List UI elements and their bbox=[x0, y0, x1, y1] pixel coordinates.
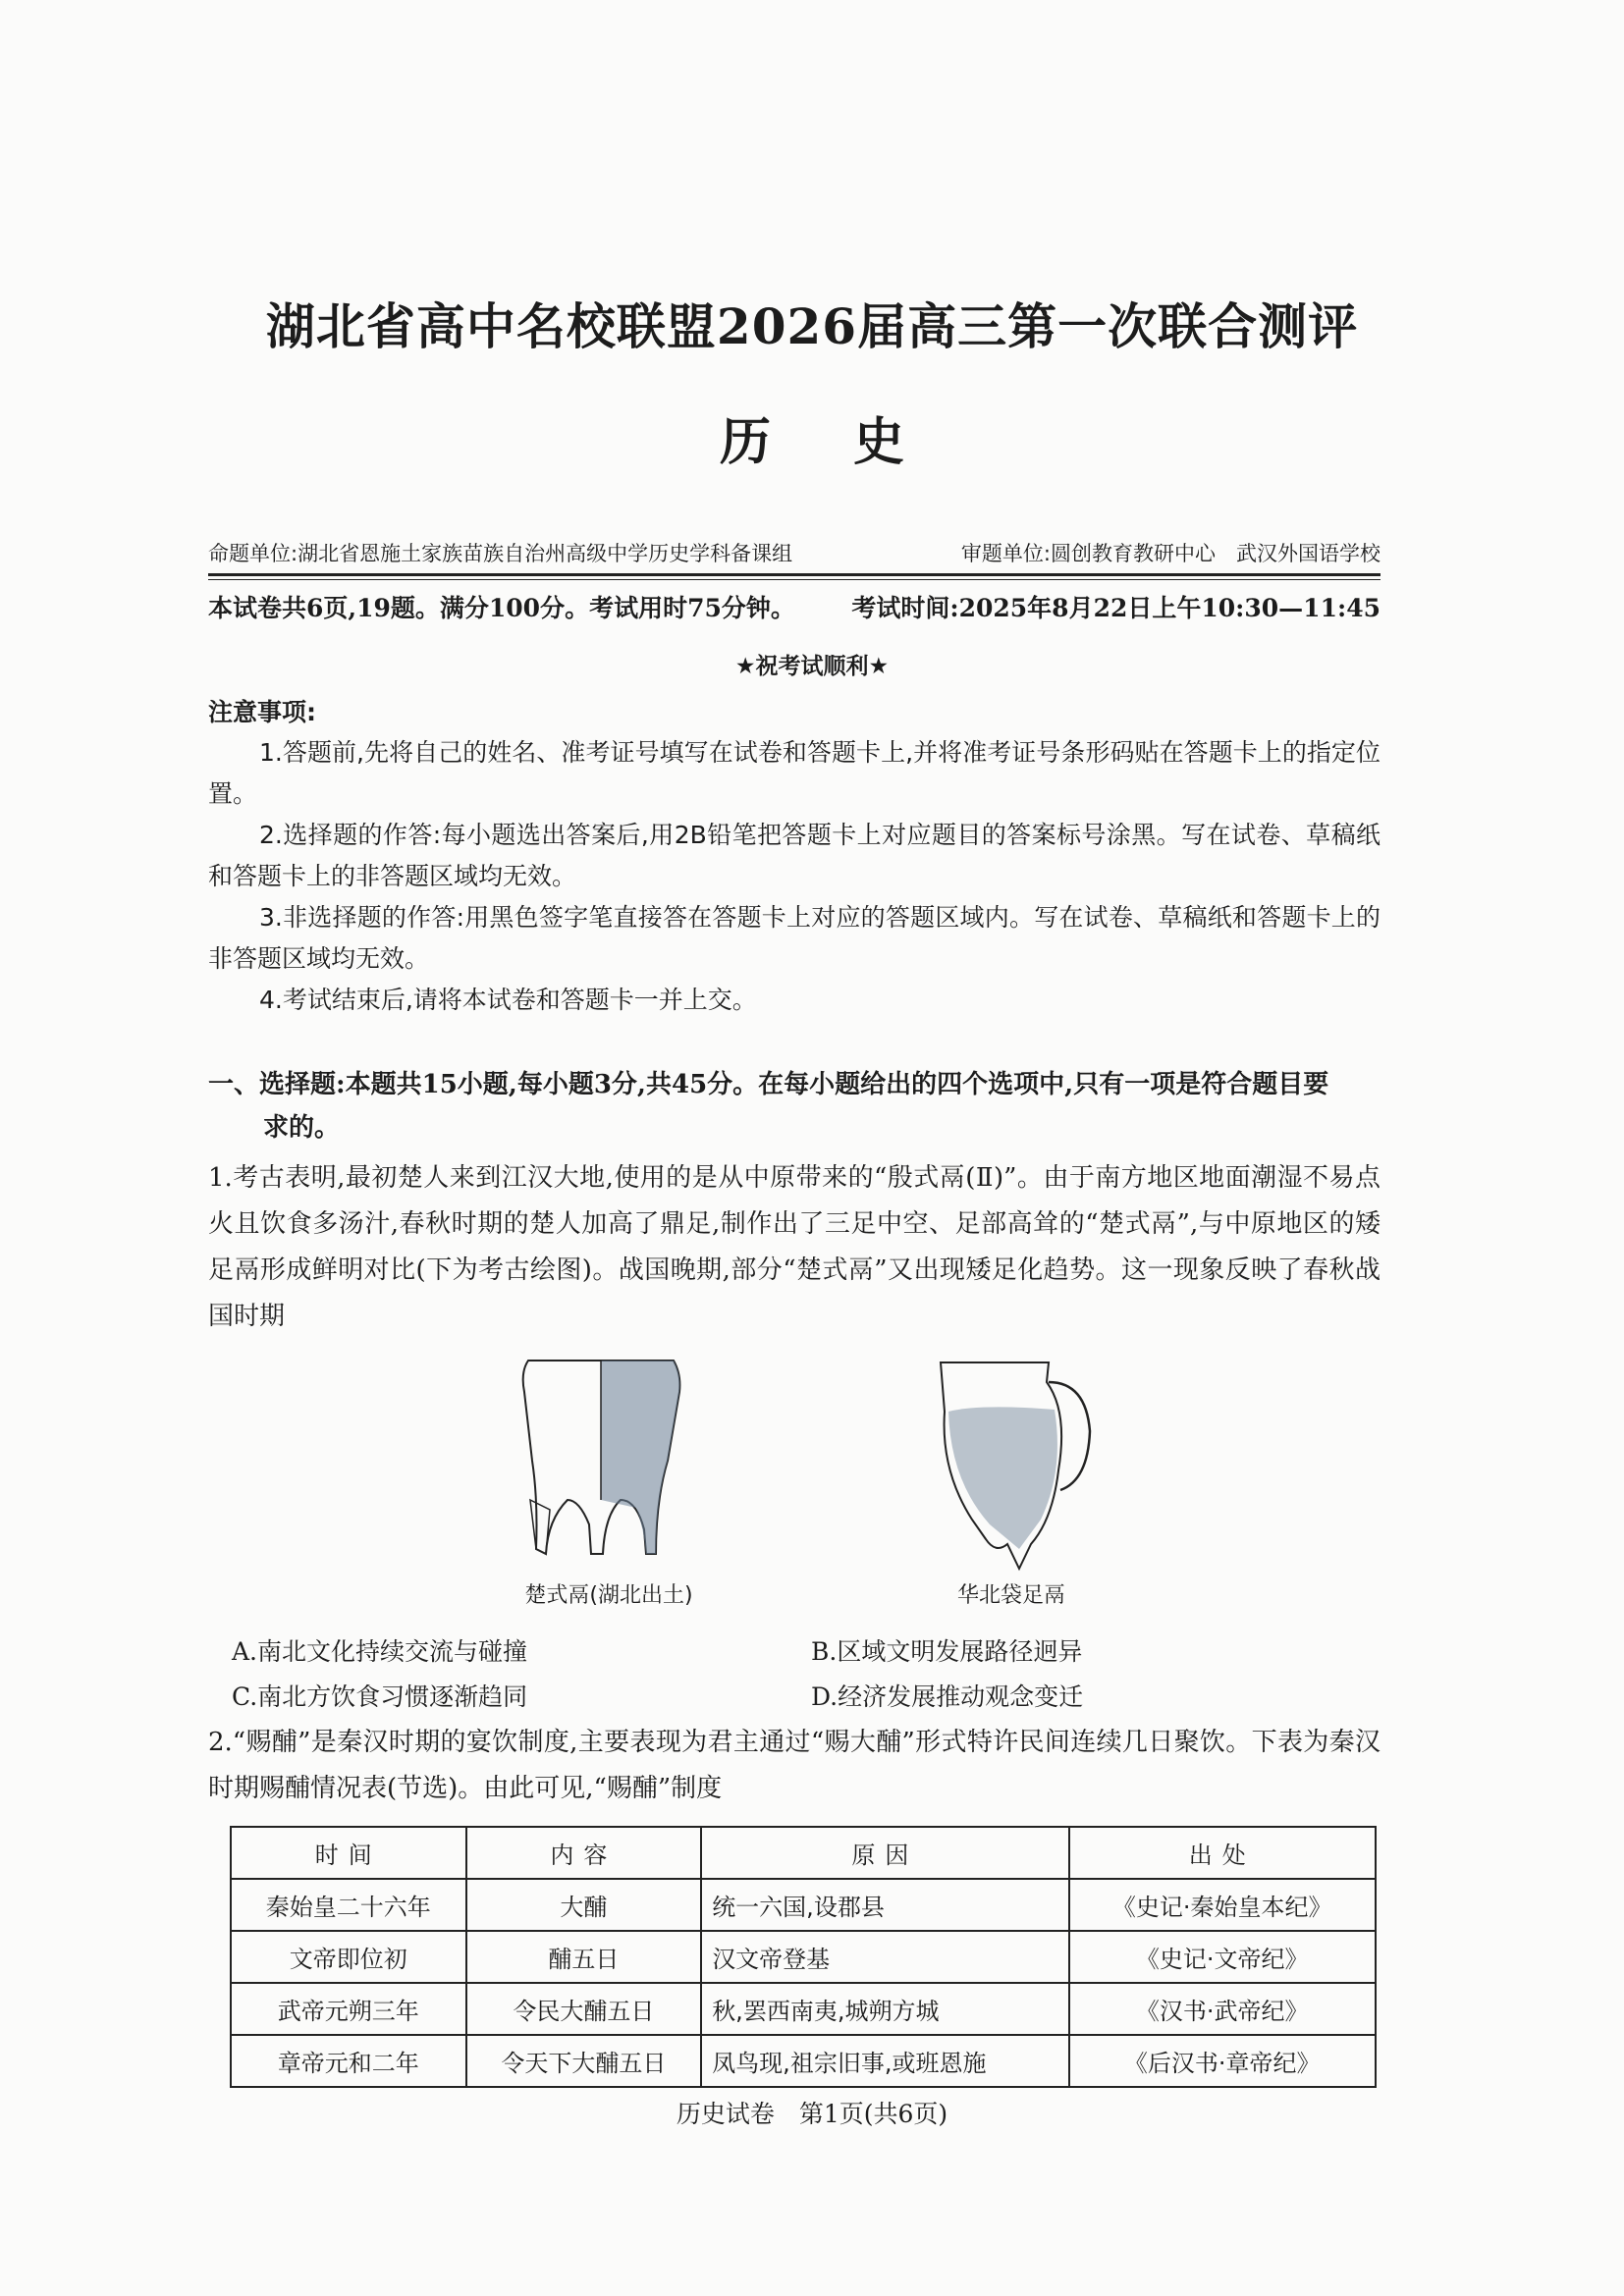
table-cell: 文帝即位初 bbox=[231, 1931, 466, 1983]
table-header-reason: 原因 bbox=[701, 1827, 1068, 1879]
q1-option-d[interactable]: D.经济发展推动观念变迁 bbox=[811, 1682, 1084, 1711]
table-cell: 章帝元和二年 bbox=[231, 2035, 466, 2087]
exam-title: 湖北省高中名校联盟2026届高三第一次联合测评 bbox=[265, 297, 1359, 355]
table-row bbox=[231, 1931, 1376, 1983]
table-cell: 统一六国,设郡县 bbox=[701, 1879, 1068, 1931]
chu-style-li-caption: 楚式鬲(湖北出土) bbox=[524, 1583, 693, 1608]
table-row bbox=[231, 1983, 1376, 2035]
table-row bbox=[231, 2035, 1376, 2087]
setter-row bbox=[208, 538, 1380, 567]
section-one-line2: 求的。 bbox=[263, 1113, 341, 1143]
exam-info-row bbox=[208, 589, 1380, 624]
table-cell: 秋,罢西南夷,城朔方城 bbox=[701, 1983, 1068, 2035]
table-header-source: 出处 bbox=[1069, 1827, 1377, 1879]
question-2-stem: 2.“赐酺”是秦汉时期的宴饮制度,主要表现为君主通过“赐大酺”形式特许民间连续几日聚饮。下表为秦汉时期赐酺情况表(节选)。由此可见,“赐酺”制度 bbox=[208, 1728, 1380, 1803]
table-cell: 武帝元朔三年 bbox=[231, 1983, 466, 2035]
setter-unit: 命题单位:湖北省恩施土家族苗族自治州高级中学历史学科备课组 bbox=[208, 542, 793, 565]
table-cell: 《汉书·武帝纪》 bbox=[1069, 1983, 1377, 2035]
table-header-row bbox=[231, 1827, 1376, 1879]
table-cell: 大酺 bbox=[466, 1879, 702, 1931]
table-cell: 酺五日 bbox=[466, 1931, 702, 1983]
question-1-stem: 1.考古表明,最初楚人来到江汉大地,使用的是从中原带来的“殷式鬲(Ⅱ)”。由于南方地区地面潮湿不易点火且饮食多汤汁,春秋时期的楚人加高了鼎足,制作出了三足中空、足部高耸的“楚式鬲”,与中原地区的矮足鬲形成鲜明对比(下为考古绘图)。战国晚期,部分“楚式鬲”又出现矮足化趋势。这一现象反映了春秋战国时期 bbox=[208, 1163, 1380, 1331]
notice-item-3: 3.非选择题的作答:用黑色签字笔直接答在答题卡上对应的答题区域内。写在试卷、草稿纸和答题卡上的非答题区域均无效。 bbox=[208, 903, 1380, 973]
table-cell: 《史记·文帝纪》 bbox=[1069, 1931, 1377, 1983]
table-row bbox=[231, 1879, 1376, 1931]
table-cell: 令天下大酺五日 bbox=[466, 2035, 702, 2087]
section-one-heading bbox=[208, 1063, 1380, 1149]
chu-style-li-illustration bbox=[511, 1353, 707, 1569]
north-china-li-illustration bbox=[921, 1353, 1108, 1574]
ci-pu-table bbox=[230, 1826, 1377, 2088]
exam-time: 考试时间:2025年8月22日上午10:30—11:45 bbox=[851, 594, 1380, 622]
notice-item-2: 2.选择题的作答:每小题选出答案后,用2B铅笔把答题卡上对应题目的答案标号涂黑。写在试卷、草稿纸和答题卡上的非答题区域均无效。 bbox=[208, 821, 1380, 890]
q1-option-b[interactable]: B.区域文明发展路径迥异 bbox=[811, 1637, 1083, 1666]
table-cell: 汉文帝登基 bbox=[701, 1931, 1068, 1983]
header-rule-thick bbox=[208, 573, 1380, 576]
section-one-line1: 一、选择题:本题共15小题,每小题3分,共45分。在每小题给出的四个选项中,只有一项是符合题目要 bbox=[208, 1070, 1329, 1099]
table-header-time: 时间 bbox=[231, 1827, 466, 1879]
notice-item-1: 1.答题前,先将自己的姓名、准考证号填写在试卷和答题卡上,并将准考证号条形码贴在答题卡上的指定位置。 bbox=[208, 738, 1380, 808]
header-rule-thin bbox=[208, 579, 1380, 580]
notice-item-4: 4.考试结束后,请将本试卷和答题卡一并上交。 bbox=[259, 986, 757, 1014]
subject-title: 历史 bbox=[719, 412, 987, 472]
notice-list bbox=[208, 732, 1380, 1021]
q1-option-a[interactable]: A.南北文化持续交流与碰撞 bbox=[232, 1637, 528, 1666]
q1-option-c[interactable]: C.南北方饮食习惯逐渐趋同 bbox=[232, 1682, 528, 1711]
north-china-li-caption: 华北袋足鬲 bbox=[956, 1583, 1065, 1608]
good-luck-line: ★祝考试顺利★ bbox=[734, 654, 890, 679]
notice-heading: 注意事项: bbox=[208, 698, 316, 726]
table-cell: 令民大酺五日 bbox=[466, 1983, 702, 2035]
reviewer-unit: 审题单位:圆创教育教研中心 武汉外国语学校 bbox=[960, 542, 1380, 565]
page-footer: 历史试卷 第1页(共6页) bbox=[676, 2100, 948, 2128]
table-cell: 《史记·秦始皇本纪》 bbox=[1069, 1879, 1377, 1931]
table-cell: 《后汉书·章帝纪》 bbox=[1069, 2035, 1377, 2087]
table-header-content: 内容 bbox=[466, 1827, 702, 1879]
table-cell: 秦始皇二十六年 bbox=[231, 1879, 466, 1931]
table-cell: 凤鸟现,祖宗旧事,或班恩施 bbox=[701, 2035, 1068, 2087]
exam-info: 本试卷共6页,19题。满分100分。考试用时75分钟。 bbox=[208, 594, 795, 622]
